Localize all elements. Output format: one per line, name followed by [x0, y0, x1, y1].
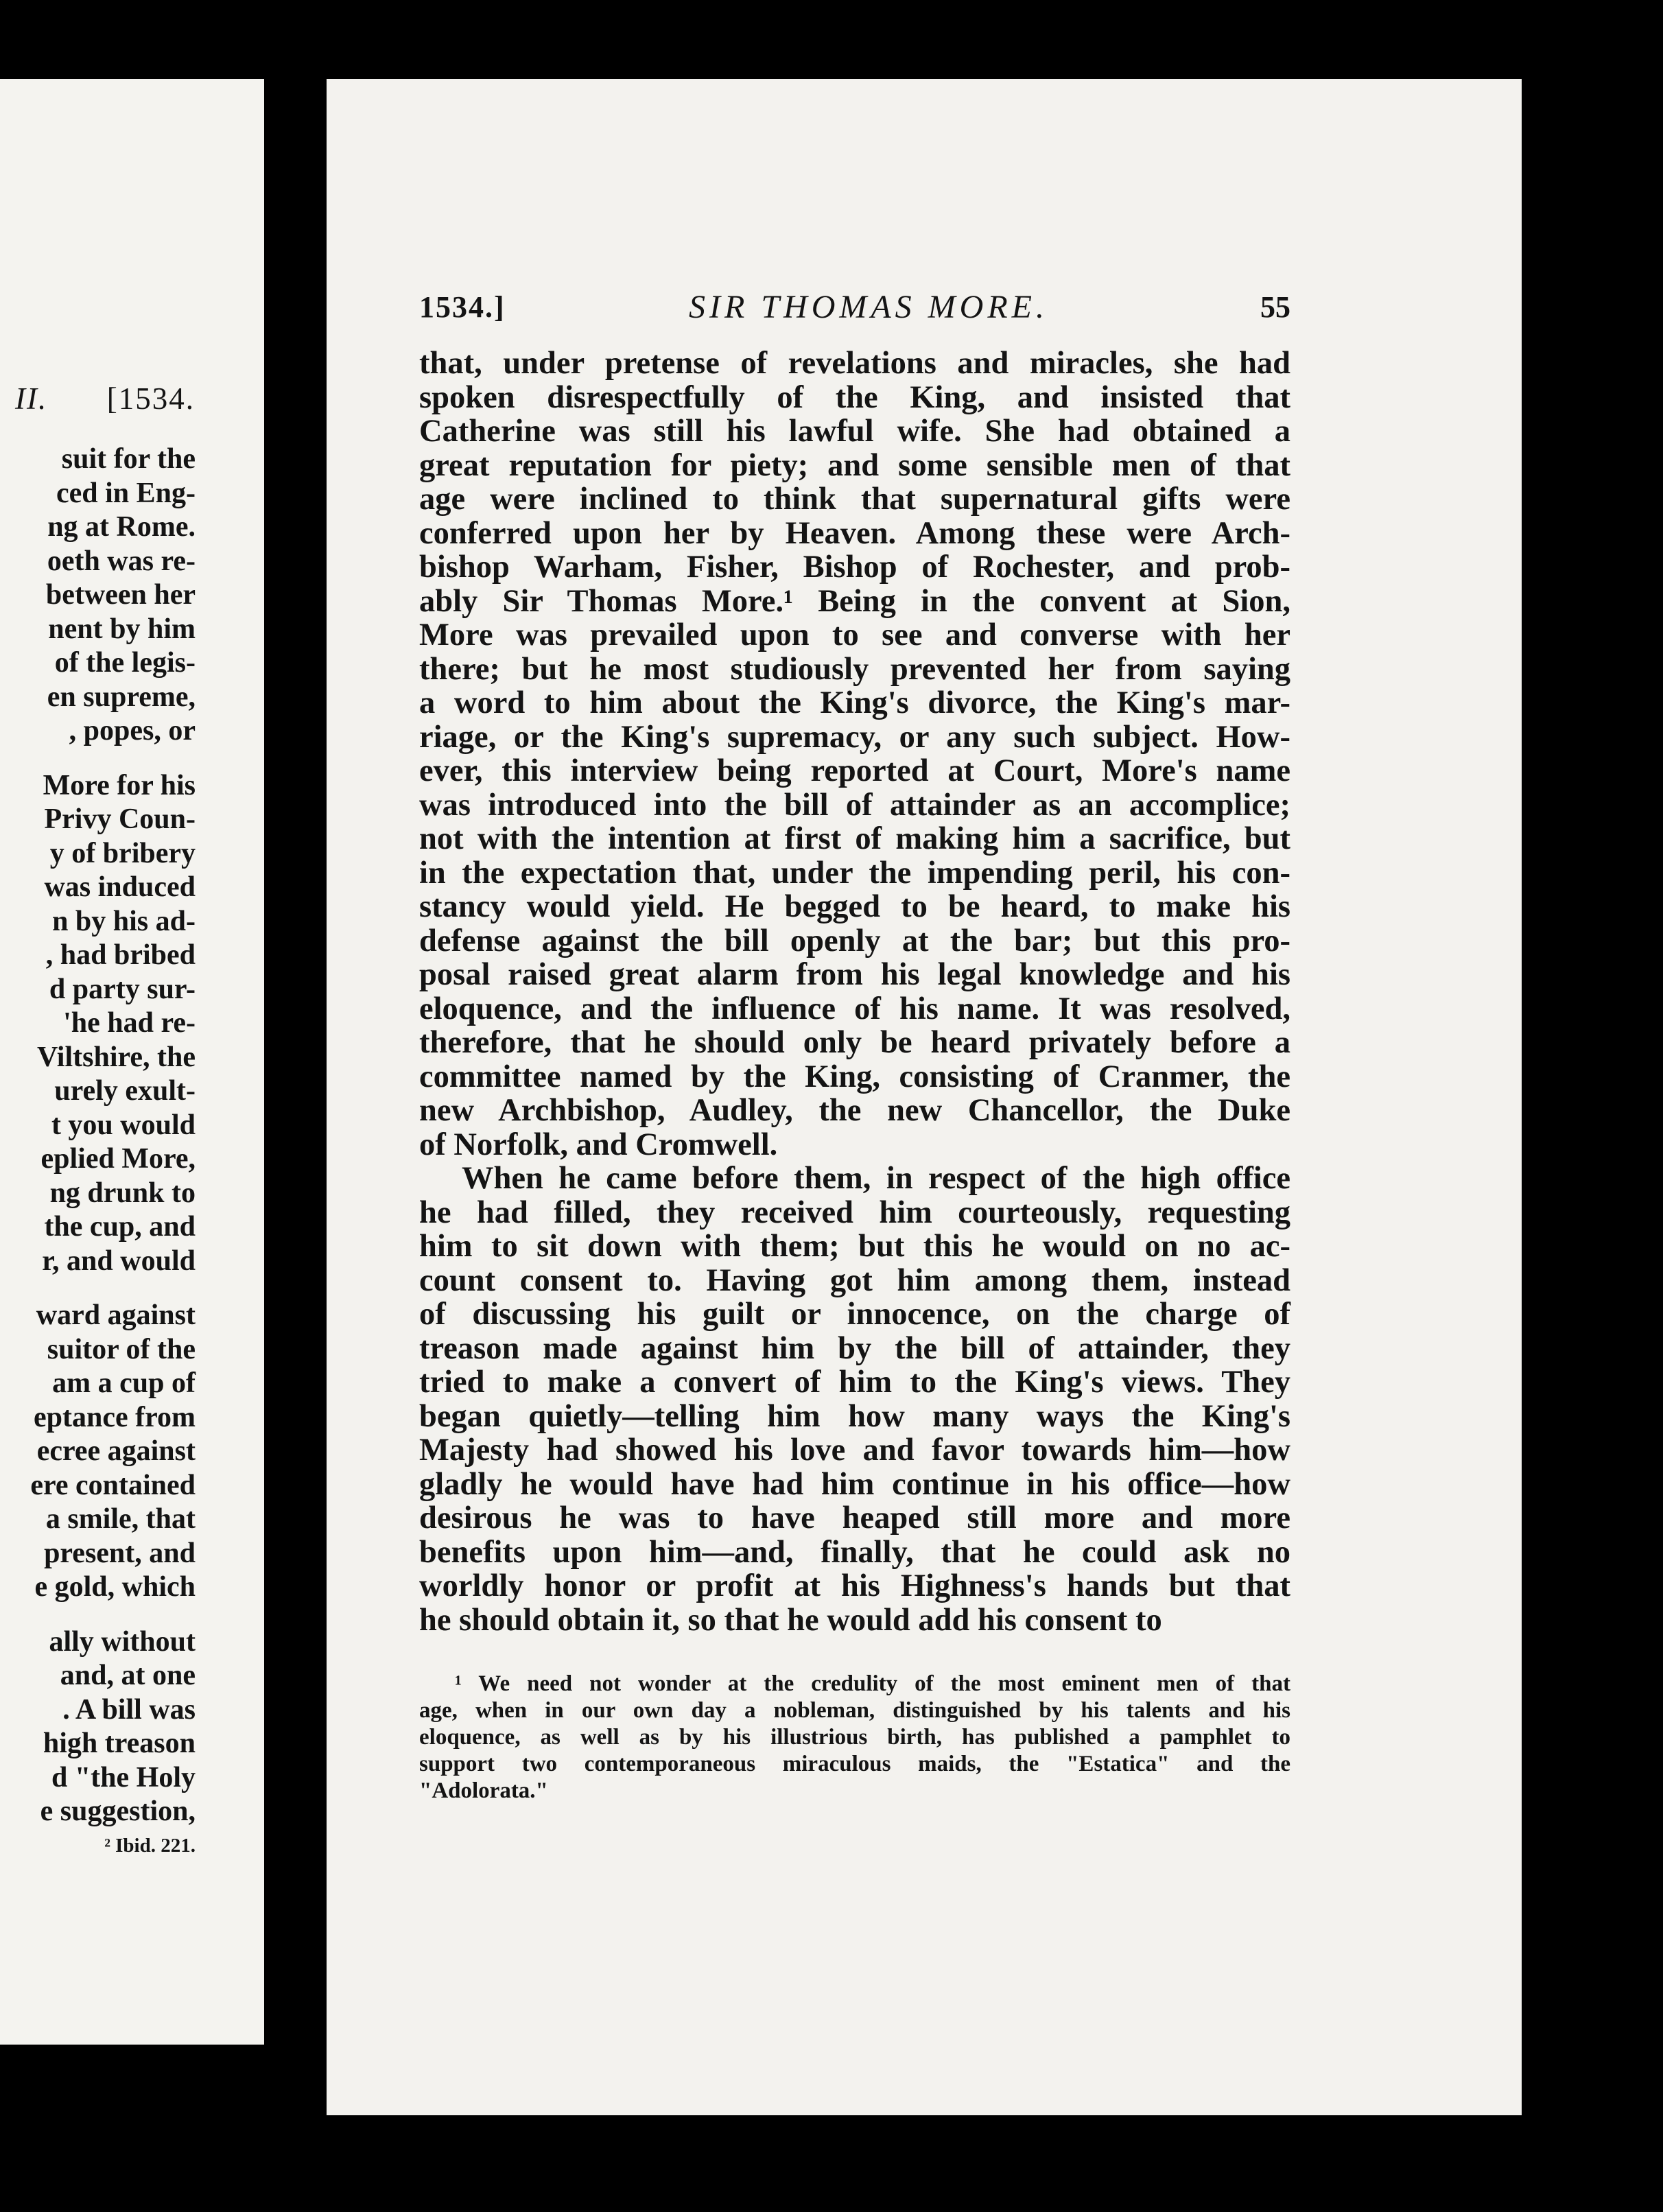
left-header-fragment: II. — [15, 381, 48, 416]
footnote-line: support two contemporaneous miraculous maids, the "Estatica" and the — [419, 1752, 1290, 1776]
left-text-line: en supreme, — [47, 681, 196, 713]
text-line: began quietly—telling him how many ways the King's — [419, 1398, 1290, 1434]
footnote — [419, 1671, 1290, 1804]
paragraph-gap — [0, 749, 196, 769]
text-line: therefore, that he should only be heard privately before a — [419, 1025, 1290, 1060]
text-line: him to sit down with them; but this he would on no ac- — [419, 1229, 1290, 1264]
text-line: stancy would yield. He begged to be heard, to make his — [419, 889, 1290, 924]
text-line: defense against the bill openly at the bar; but this pro- — [419, 923, 1290, 958]
left-text-line: urely exult- — [54, 1075, 196, 1107]
left-text-line: d "the Holy — [51, 1761, 196, 1793]
left-text-line: suitor of the — [47, 1333, 196, 1365]
left-text-line: a smile, that — [45, 1503, 196, 1535]
text-line: great reputation for piety; and some sensible men of that — [419, 447, 1290, 483]
text-line: Majesty had showed his love and favor towards him—how — [419, 1433, 1290, 1468]
left-text-line: was induced — [44, 871, 196, 903]
text-line: he had filled, they received him courteously, requesting — [419, 1195, 1290, 1230]
left-text-line: , popes, or — [69, 715, 196, 746]
left-text-line: More for his — [43, 769, 196, 801]
left-text-line: oeth was re- — [47, 545, 196, 577]
book-gutter — [265, 0, 327, 2212]
left-page — [0, 79, 264, 2045]
left-text-line: e suggestion, — [40, 1796, 196, 1827]
text-line: in the expectation that, under the impending peril, his con- — [419, 855, 1290, 891]
footnote-line: age, when in our own day a nobleman, distinguished by his talents and his — [419, 1698, 1290, 1723]
text-line: ably Sir Thomas More.¹ Being in the convent at Sion, — [419, 583, 1290, 619]
left-text-line: Privy Coun- — [44, 803, 196, 835]
left-text-line: e gold, which — [34, 1571, 196, 1603]
text-line: benefits upon him—and, finally, that he could ask no — [419, 1534, 1290, 1570]
text-line: that, under pretense of revelations and miracles, she had — [419, 346, 1290, 381]
left-text-line: t you would — [51, 1109, 196, 1141]
text-line: worldly honor or profit at his Highness's hands but that — [419, 1568, 1290, 1603]
text-line: bishop Warham, Fisher, Bishop of Rochester, and prob- — [419, 550, 1290, 585]
left-text-line: ward against — [36, 1299, 196, 1331]
left-text-line: ng at Rome. — [47, 511, 196, 543]
text-line: When he came before them, in respect of the high office — [462, 1161, 1290, 1196]
paragraph-gap — [0, 1278, 196, 1299]
right-page — [327, 79, 1522, 2115]
left-text-line: suit for the — [61, 443, 196, 475]
text-line: new Archbishop, Audley, the new Chancellor, the Duke — [419, 1093, 1290, 1128]
text-line: conferred upon her by Heaven. Among these were Arch- — [419, 515, 1290, 551]
text-line: he should obtain it, so that he would add his consent to — [419, 1602, 1162, 1638]
left-text-line: . A bill was — [62, 1693, 196, 1726]
left-text-line: d party sur- — [49, 973, 196, 1005]
left-text-line: and, at one — [60, 1660, 196, 1691]
left-footnote-fragment: ² Ibid. 221. — [104, 1834, 196, 1857]
text-line: Catherine was still his lawful wife. She had obtained a — [419, 414, 1290, 449]
text-line: gladly he would have had him continue in his office—how — [419, 1466, 1290, 1502]
text-line: not with the intention at first of making him a sacrifice, but — [419, 821, 1290, 856]
text-line: ever, this interview being reported at Court, More's name — [419, 753, 1290, 788]
paragraph-gap — [0, 1605, 196, 1625]
left-text-line: y of bribery — [49, 837, 196, 869]
running-head — [419, 290, 1290, 338]
text-line: More was prevailed upon to see and converse with her — [419, 617, 1290, 652]
left-text-line: , had bribed — [45, 939, 196, 971]
footnote-line: eloquence, as well as by his illustrious birth, has published a pamphlet to — [419, 1725, 1290, 1750]
text-line: riage, or the King's supremacy, or any such subject. How- — [419, 719, 1290, 755]
footnote-line: ¹ We need not wonder at the credulity of the most eminent men of that — [455, 1671, 1290, 1696]
text-line: spoken disrespectfully of the King, and insisted that — [419, 379, 1290, 415]
left-page-text — [0, 443, 196, 1857]
running-head-year: 1534.] — [419, 290, 506, 324]
left-text-line: eptance from — [34, 1401, 196, 1433]
text-line: a word to him about the King's divorce, the King's mar- — [419, 685, 1290, 720]
left-text-line: high treason — [43, 1728, 196, 1759]
running-head-title: SIR THOMAS MORE. — [689, 289, 1048, 325]
text-line: there; but he most studiously prevented her from saying — [419, 651, 1290, 687]
left-text-line: ecree against — [36, 1435, 196, 1467]
left-running-head — [15, 381, 262, 422]
left-text-line: eplied More, — [40, 1143, 196, 1175]
left-text-line: n by his ad- — [52, 905, 196, 937]
left-text-line: ally without — [49, 1625, 196, 1658]
left-text-line: am a cup of — [52, 1367, 196, 1399]
text-line: desirous he was to have heaped still more and more — [419, 1501, 1290, 1536]
text-line: eloquence, and the influence of his name. It was resolved, — [419, 991, 1290, 1026]
text-line: of Norfolk, and Cromwell. — [419, 1127, 778, 1162]
left-text-line: r, and would — [42, 1245, 196, 1277]
text-line: treason made against him by the bill of attainder, they — [419, 1330, 1290, 1366]
text-line: age were inclined to think that supernatural gifts were — [419, 482, 1290, 517]
left-text-line: Viltshire, the — [37, 1041, 196, 1073]
text-line: of discussing his guilt or innocence, on the charge of — [419, 1297, 1290, 1332]
left-text-line: the cup, and — [44, 1211, 196, 1243]
left-text-line: ced in Eng- — [56, 477, 196, 509]
page-number: 55 — [1260, 290, 1290, 324]
left-text-line: ere contained — [30, 1469, 196, 1501]
text-line: was introduced into the bill of attainder as an accomplice; — [419, 787, 1290, 823]
footnote-line: "Adolorata." — [419, 1778, 548, 1803]
body-text — [419, 346, 1290, 1637]
left-text-line: of the legis- — [54, 647, 196, 679]
text-line: posal raised great alarm from his legal knowledge and his — [419, 957, 1290, 992]
left-text-line: 'he had re- — [63, 1007, 196, 1039]
left-text-line: present, and — [44, 1537, 196, 1569]
left-text-line: between her — [45, 579, 196, 611]
text-line: count consent to. Having got him among them, instead — [419, 1262, 1290, 1298]
left-header-year: [1534. — [106, 381, 195, 416]
text-line: committee named by the King, consisting of Cranmer, the — [419, 1059, 1290, 1094]
text-line: tried to make a convert of him to the King's views. They — [419, 1365, 1290, 1400]
left-text-line: nent by him — [48, 613, 196, 645]
left-text-line: ng drunk to — [49, 1177, 196, 1209]
